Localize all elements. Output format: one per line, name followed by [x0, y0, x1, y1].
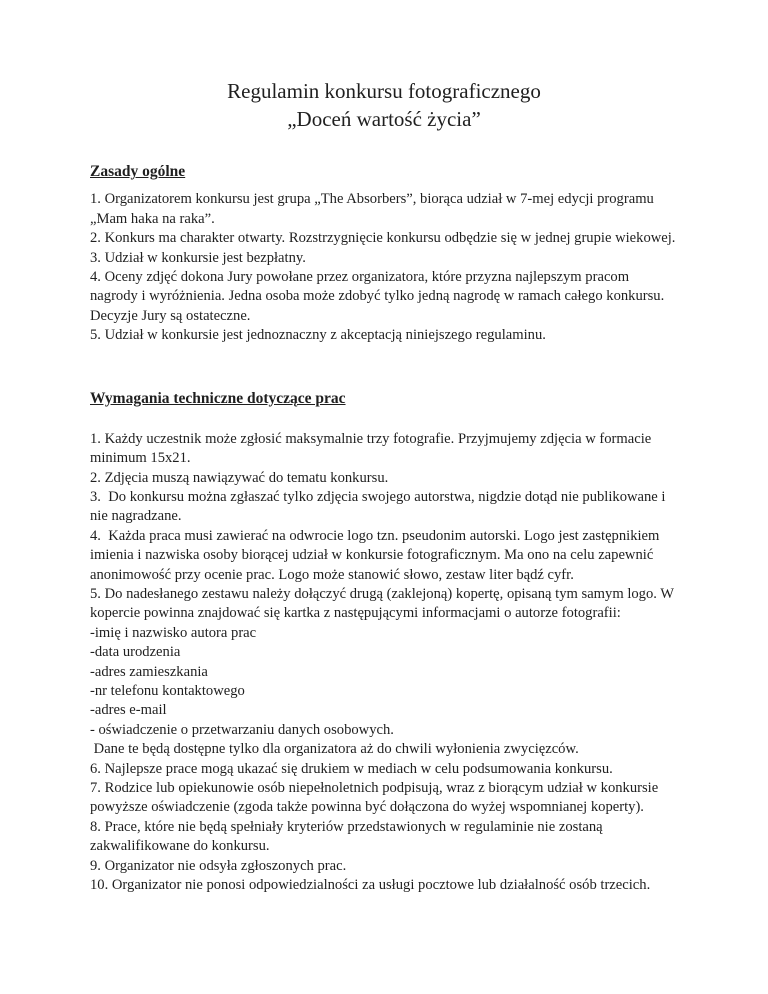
section-heading: Zasady ogólne	[90, 163, 186, 181]
list-item: 2. Zdjęcia muszą nawiązywać do tematu konkursu.	[90, 469, 389, 486]
list-item-dash: -nr telefonu kontaktowego	[90, 682, 245, 699]
list-item: 6. Najlepsze prace mogą ukazać się drukiem w mediach w celu podsumowania konkursu.	[90, 760, 613, 777]
list-item: 10. Organizator nie ponosi odpowiedzialności za usługi pocztowe lub działalność osób trzecich.	[90, 877, 651, 894]
list-item: 5. Udział w konkursie jest jednoznaczny z akceptacją niniejszego regulaminu.	[90, 327, 546, 344]
section-body	[90, 190, 678, 345]
section-heading: Wymagania techniczne dotyczące prac	[90, 389, 346, 407]
list-item-dash: -data urodzenia	[90, 644, 181, 661]
list-item: 3. Do konkursu można zgłaszać tylko zdjęcia swojego autorstwa, nigdzie dotąd nie publikowane i nie nagradzane.	[90, 488, 670, 525]
list-item: 9. Organizator nie odsyła zgłoszonych prac.	[90, 857, 347, 874]
list-item-note: Dane te będą dostępne tylko dla organizatora aż do chwili wyłonienia zwycięzców.	[90, 741, 579, 758]
list-item-dash: - oświadczenie o przetwarzaniu danych osobowych.	[90, 721, 394, 738]
list-item-dash: -adres zamieszkania	[90, 663, 208, 680]
list-item: 1. Organizatorem konkursu jest grupa „The Absorbers”, biorąca udział w 7-mej edycji programu „Mam haka na raka”.	[90, 191, 658, 227]
list-item: 8. Prace, które nie będą spełniały kryteriów przedstawionych w regulaminie nie zostaną zakwalifikowane do konkursu.	[90, 818, 607, 855]
list-item: 7. Rodzice lub opiekunowie osób niepełnoletnich podpisują, wraz z biorącym udział w konkursie powyższe oświadczenie (zgoda także powinna być dołączona do wyżej wspomnianej koperty).	[90, 780, 662, 816]
section-body	[90, 430, 678, 896]
list-item: 5. Do nadesłanego zestawu należy dołączyć drugą (zaklejoną) kopertę, opisaną tym samym logo. W kopercie powinna znajdować się kartka z następującymi informacjami o autorze fotografii:	[90, 585, 678, 622]
list-item-dash: -adres e-mail	[90, 702, 167, 719]
list-item: 2. Konkurs ma charakter otwarty. Rozstrzygnięcie konkursu odbędzie się w jednej grupie wiekowej.	[90, 230, 676, 247]
title-line-2: „Doceń wartość życia”	[287, 106, 481, 131]
section-zasady-ogolne	[90, 163, 678, 345]
title-line-1: Regulamin konkursu fotograficznego	[227, 79, 541, 103]
list-item: 3. Udział w konkursie jest bezpłatny.	[90, 249, 306, 266]
section-wymagania-techniczne	[90, 390, 678, 896]
list-item-dash: -imię i nazwisko autora prac	[90, 624, 257, 641]
list-item: 4. Oceny zdjęć dokona Jury powołane przez organizatora, które przyzna najlepszym pracom nagrody i wyróżnienia. Jedna osoba może zdobyć tylko jedną nagrodę w ramach całego konkursu. Decyzje Jury są ostateczne.	[90, 269, 668, 324]
document-title	[90, 78, 678, 133]
list-item: 1. Każdy uczestnik może zgłosić maksymalnie trzy fotografie. Przyjmujemy zdjęcia w formacie minimum 15x21.	[90, 430, 655, 467]
list-item: 4. Każda praca musi zawierać na odwrocie logo tzn. pseudonim autorski. Logo jest zastępnikiem imienia i nazwiska osoby biorącej udział w konkursie fotograficznym. Ma ono na celu zapewnić anonimowość przy ocenie prac. Logo może stanowić słowo, zestaw liter bądź cyfr.	[90, 527, 664, 583]
